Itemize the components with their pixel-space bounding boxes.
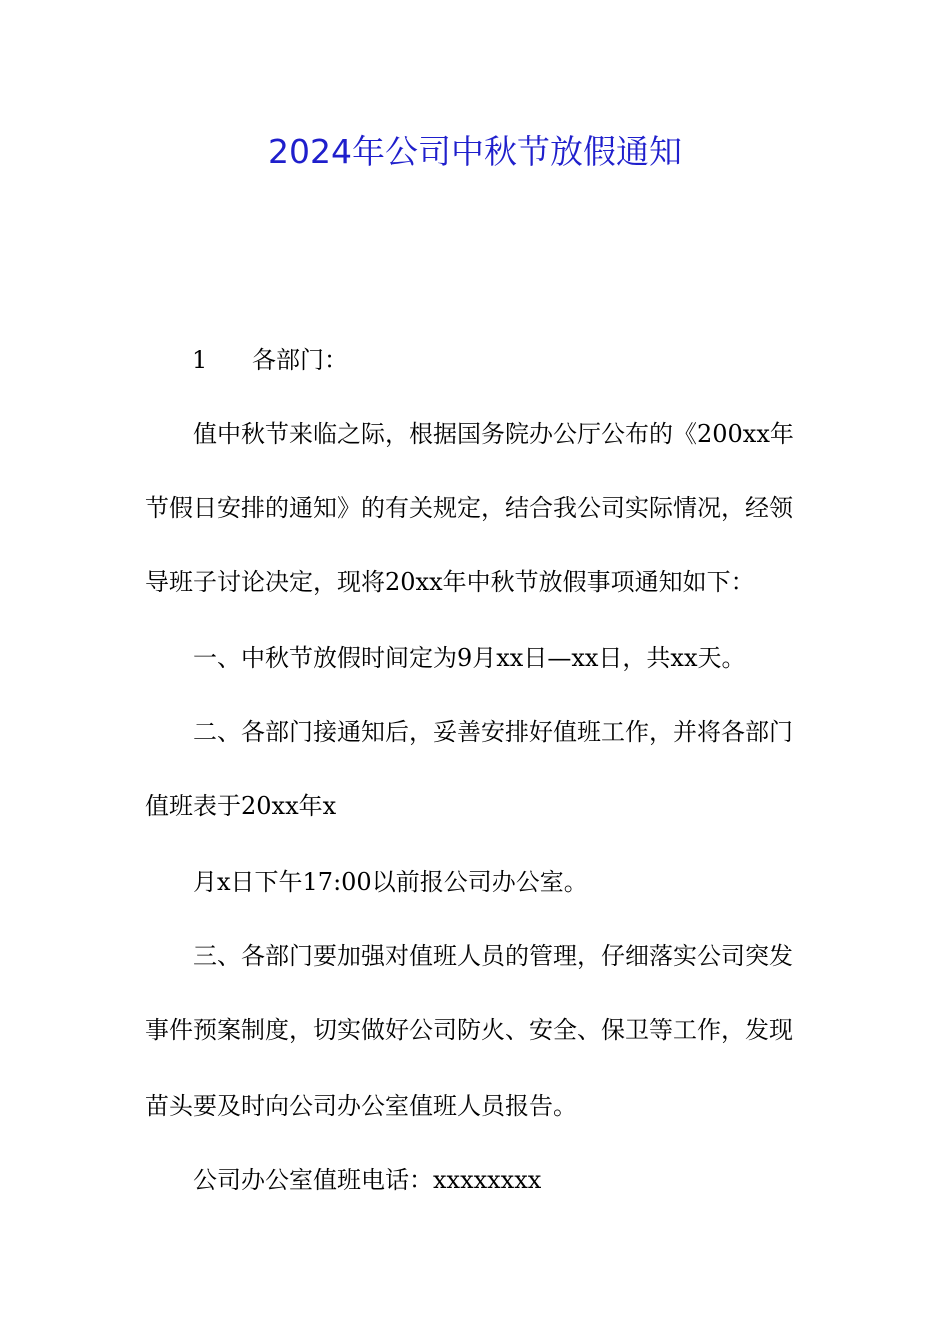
body-line-item-two-3: 月x日下午17:00以前报公司办公室。 <box>193 868 588 896</box>
body-line-item-one: 一、中秋节放假时间定为9月xx日—xx日，共xx天。 <box>193 644 746 672</box>
body-line-item-three-3: 苗头要及时向公司办公室值班人员报告。 <box>145 1092 577 1120</box>
body-line-opening-2: 节假日安排的通知》的有关规定，结合我公司实际情况，经领 <box>145 494 793 522</box>
document-title: 2024年公司中秋节放假通知 <box>268 132 682 171</box>
body-line-duty-phone: 公司办公室值班电话：xxxxxxxx <box>193 1166 542 1194</box>
body-line-opening-1: 值中秋节来临之际，根据国务院办公厅公布的《200xx年 <box>193 420 794 448</box>
body-line-item-two-2: 值班表于20xx年x <box>145 792 337 820</box>
body-line-opening-3: 导班子讨论决定，现将20xx年中秋节放假事项通知如下： <box>145 568 755 596</box>
salutation-number: 1 <box>192 346 208 374</box>
salutation-text: 各部门： <box>252 346 348 374</box>
body-line-item-two-1: 二、各部门接通知后，妥善安排好值班工作，并将各部门 <box>193 718 793 746</box>
body-line-item-three-2: 事件预案制度，切实做好公司防火、安全、保卫等工作，发现 <box>145 1016 793 1044</box>
body-line-item-three-1: 三、各部门要加强对值班人员的管理，仔细落实公司突发 <box>193 942 793 970</box>
